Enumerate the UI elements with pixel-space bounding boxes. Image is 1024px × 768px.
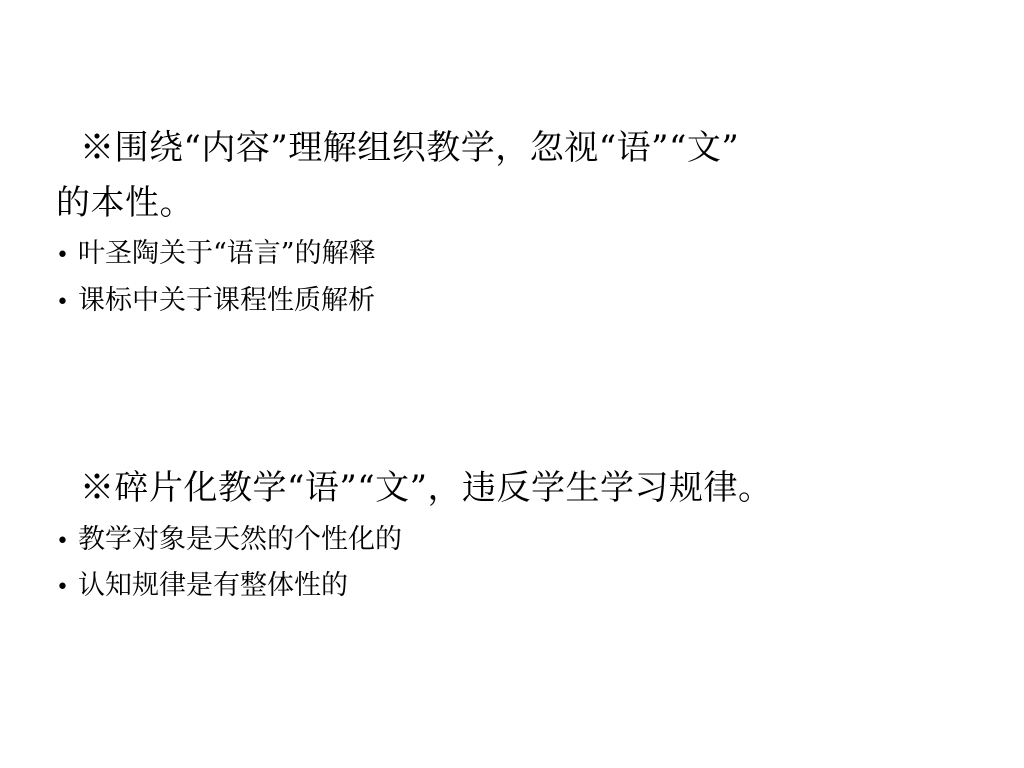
list-item-label: 认知规律是有整体性的 <box>78 570 348 602</box>
section-one-heading-line-1: ※围绕“内容”理解组织教学，忽视“语”“文” <box>80 128 740 168</box>
section-one <box>56 122 984 324</box>
section-one-heading-line-2: 的本性。 <box>56 182 194 223</box>
section-two-heading-line-1: ※碎片化教学“语”“文”，违反学生学习规律。 <box>80 468 773 508</box>
bullet-icon: • <box>56 528 69 554</box>
section-two-bullet-list <box>56 517 984 610</box>
list-item-label: 课标中关于课程性质解析 <box>78 284 375 316</box>
list-item <box>56 563 984 609</box>
section-two <box>56 462 984 610</box>
list-item-label: 教学对象是天然的个性化的 <box>78 523 402 555</box>
list-item <box>56 278 984 324</box>
bullet-icon: • <box>56 575 69 601</box>
list-item <box>56 231 984 277</box>
list-item <box>56 517 984 563</box>
list-item-label: 叶圣陶关于“语言”的解释 <box>78 238 376 270</box>
bullet-icon: • <box>56 243 69 269</box>
section-one-bullet-list <box>56 231 984 324</box>
bullet-icon: • <box>56 289 69 315</box>
